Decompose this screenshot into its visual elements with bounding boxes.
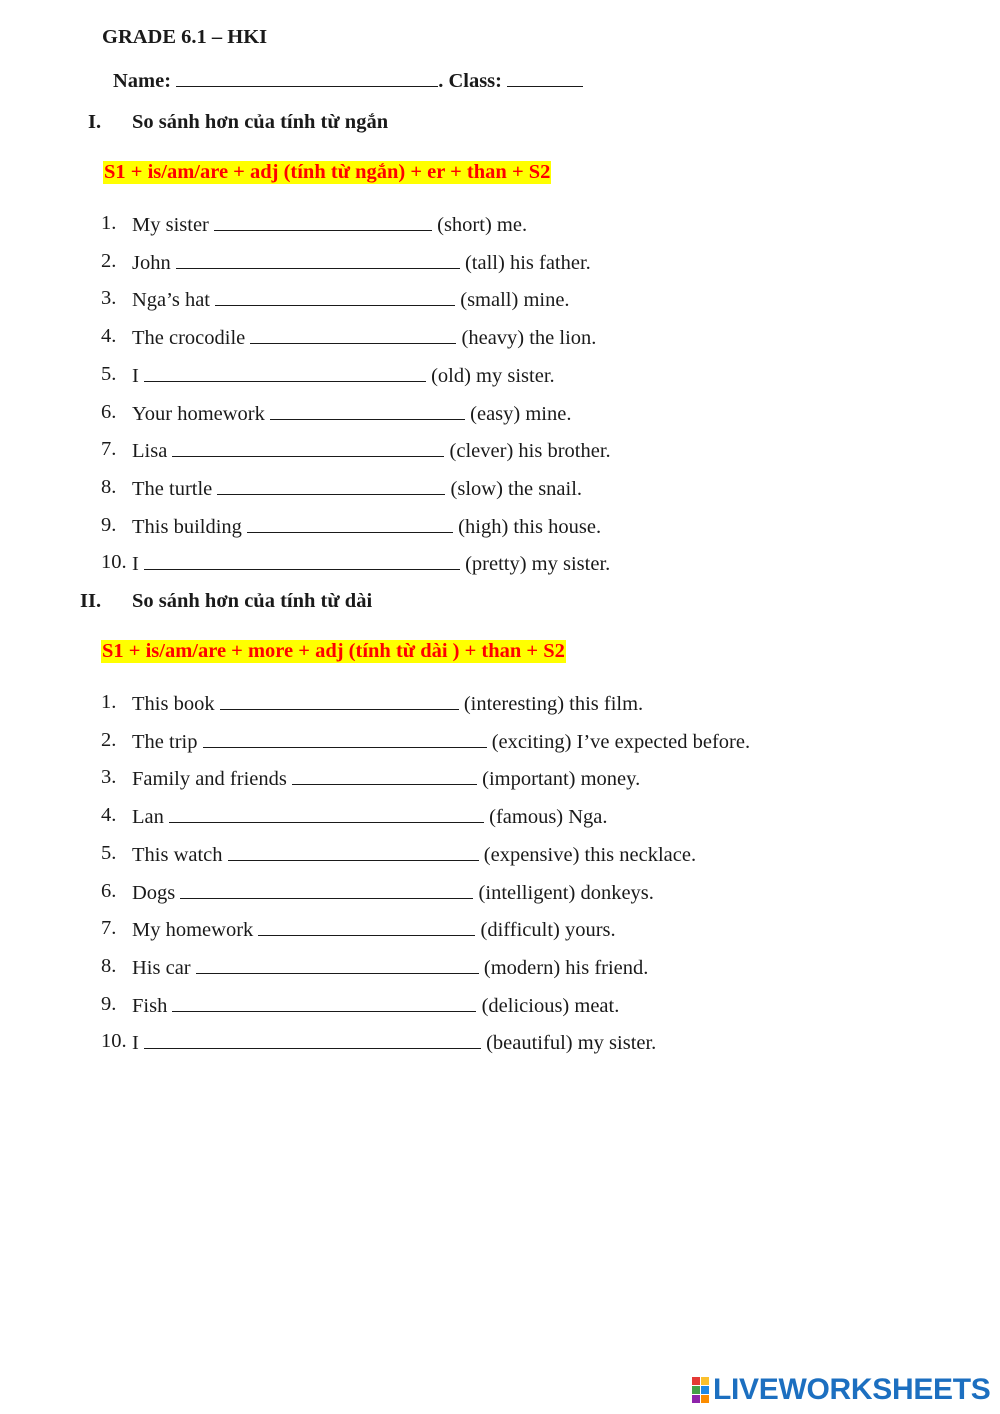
sentence-hint: (important) money. <box>482 768 641 791</box>
exercise-sentence <box>132 917 616 942</box>
exercise-number: 6. <box>101 400 117 423</box>
exercise-sentence <box>132 438 611 463</box>
answer-blank[interactable] <box>176 250 460 269</box>
sentence-hint: (pretty) my sister. <box>465 553 611 576</box>
page-title: GRADE 6.1 – HKI <box>102 26 268 48</box>
answer-blank[interactable] <box>270 401 465 420</box>
sentence-subject: Dogs <box>132 881 176 904</box>
exercise-sentence <box>132 880 654 905</box>
sentence-subject: I <box>132 1032 139 1055</box>
exercise-number: 4. <box>101 804 117 827</box>
sentence-hint: (easy) mine. <box>470 402 572 425</box>
answer-blank[interactable] <box>196 955 479 974</box>
answer-blank[interactable] <box>172 438 444 457</box>
liveworksheets-logo-icon <box>692 1377 709 1403</box>
section-1-formula: S1 + is/am/are + adj (tính từ ngắn) + er + than + S2 <box>104 161 551 183</box>
class-label: . Class: <box>438 70 502 92</box>
section-1-heading: So sánh hơn của tính từ ngắn <box>132 111 389 133</box>
exercise-number: 3. <box>101 766 117 789</box>
exercise-number: 1. <box>101 691 117 713</box>
exercise-number: 2. <box>101 249 117 272</box>
sentence-subject: I <box>132 364 139 387</box>
exercise-sentence <box>132 993 619 1018</box>
sentence-subject: The crocodile <box>132 327 246 350</box>
exercise-number: 9. <box>101 992 117 1015</box>
exercise-sentence <box>132 401 571 426</box>
section-2-heading: So sánh hơn của tính từ dài <box>132 590 373 612</box>
sentence-subject: The turtle <box>132 477 213 500</box>
sentence-hint: (modern) his friend. <box>483 956 649 979</box>
exercise-number: 5. <box>101 841 117 864</box>
sentence-subject: This book <box>132 693 215 715</box>
sentence-hint: (tall) his father. <box>464 251 591 274</box>
exercise-number: 4. <box>101 325 117 348</box>
exercise-sentence <box>132 551 610 576</box>
class-field[interactable] <box>507 68 583 87</box>
sentence-hint: (old) my sister. <box>431 364 555 387</box>
exercise-number: 9. <box>101 513 117 536</box>
sentence-hint: (exciting) I’ve expected before. <box>491 730 751 753</box>
section-2-numeral: II. <box>80 590 102 612</box>
answer-blank[interactable] <box>292 766 477 785</box>
sentence-hint: (short) me. <box>437 214 528 236</box>
exercise-sentence <box>132 955 648 980</box>
answer-blank[interactable] <box>144 363 426 382</box>
exercise-sentence <box>132 514 601 539</box>
sentence-subject: Nga’s hat <box>132 289 210 312</box>
sentence-subject: John <box>132 251 171 274</box>
exercise-number: 1. <box>101 212 117 234</box>
answer-blank[interactable] <box>172 993 476 1012</box>
sentence-subject: The trip <box>132 730 198 753</box>
exercise-sentence <box>132 804 608 829</box>
sentence-subject: This building <box>132 515 242 538</box>
sentence-hint: (delicious) meat. <box>481 994 620 1017</box>
answer-blank[interactable] <box>203 729 487 748</box>
section-1-numeral: I. <box>88 111 102 133</box>
exercise-number: 5. <box>101 362 117 385</box>
exercise-sentence <box>132 729 750 754</box>
sentence-subject: Lan <box>132 806 164 829</box>
sentence-hint: (famous) Nga. <box>489 806 608 829</box>
exercise-number: 3. <box>101 287 117 310</box>
answer-blank[interactable] <box>220 691 459 710</box>
liveworksheets-logo-text: LIVEWORKSHEETS <box>713 1373 991 1406</box>
answer-blank[interactable] <box>144 1030 481 1049</box>
sentence-hint: (difficult) yours. <box>480 919 616 942</box>
section-2-formula: S1 + is/am/are + more + adj (tính từ dài ) + than + S2 <box>102 640 565 662</box>
exercise-number: 2. <box>101 728 117 751</box>
liveworksheets-logo <box>692 1374 991 1406</box>
sentence-hint: (clever) his brother. <box>449 440 611 463</box>
exercise-sentence <box>132 1030 656 1055</box>
exercise-sentence <box>132 363 555 388</box>
answer-blank[interactable] <box>214 212 432 231</box>
answer-blank[interactable] <box>228 842 479 861</box>
sentence-subject: My sister <box>132 214 209 236</box>
exercise-sentence <box>132 287 570 312</box>
sentence-hint: (expensive) this necklace. <box>483 843 697 866</box>
answer-blank[interactable] <box>247 514 453 533</box>
sentence-hint: (high) this house. <box>458 515 602 538</box>
exercise-number: 6. <box>101 879 117 902</box>
answer-blank[interactable] <box>250 325 456 344</box>
answer-blank[interactable] <box>217 476 445 495</box>
sentence-hint: (interesting) this film. <box>463 693 644 715</box>
sentence-subject: His car <box>132 956 191 979</box>
exercise-sentence <box>132 691 643 716</box>
exercise-number: 10. <box>101 1030 127 1053</box>
name-class-line <box>113 68 583 93</box>
sentence-subject: Fish <box>132 994 168 1017</box>
name-label: Name: <box>113 70 172 92</box>
sentence-subject: This watch <box>132 843 223 866</box>
sentence-hint: (slow) the snail. <box>450 477 583 500</box>
answer-blank[interactable] <box>169 804 484 823</box>
sentence-hint: (intelligent) donkeys. <box>478 881 654 904</box>
exercise-number: 7. <box>101 917 117 940</box>
exercise-number: 7. <box>101 438 117 461</box>
answer-blank[interactable] <box>215 287 455 306</box>
exercise-number: 8. <box>101 475 117 498</box>
sentence-hint: (beautiful) my sister. <box>486 1032 657 1055</box>
exercise-sentence <box>132 325 596 350</box>
sentence-subject: Your homework <box>132 402 265 425</box>
answer-blank[interactable] <box>258 917 475 936</box>
sentence-subject: Lisa <box>132 440 168 463</box>
exercise-sentence <box>132 766 640 791</box>
exercise-number: 10. <box>101 551 127 574</box>
exercise-sentence <box>132 842 696 867</box>
sentence-subject: Family and friends <box>132 768 287 791</box>
sentence-hint: (heavy) the lion. <box>461 327 597 350</box>
sentence-hint: (small) mine. <box>460 289 570 312</box>
answer-blank[interactable] <box>180 880 473 899</box>
exercise-sentence <box>132 250 591 275</box>
exercise-sentence <box>132 212 527 237</box>
exercise-sentence <box>132 476 582 501</box>
name-field[interactable] <box>176 68 438 87</box>
exercise-number: 8. <box>101 954 117 977</box>
answer-blank[interactable] <box>144 551 460 570</box>
sentence-subject: My homework <box>132 919 254 942</box>
sentence-subject: I <box>132 553 139 576</box>
